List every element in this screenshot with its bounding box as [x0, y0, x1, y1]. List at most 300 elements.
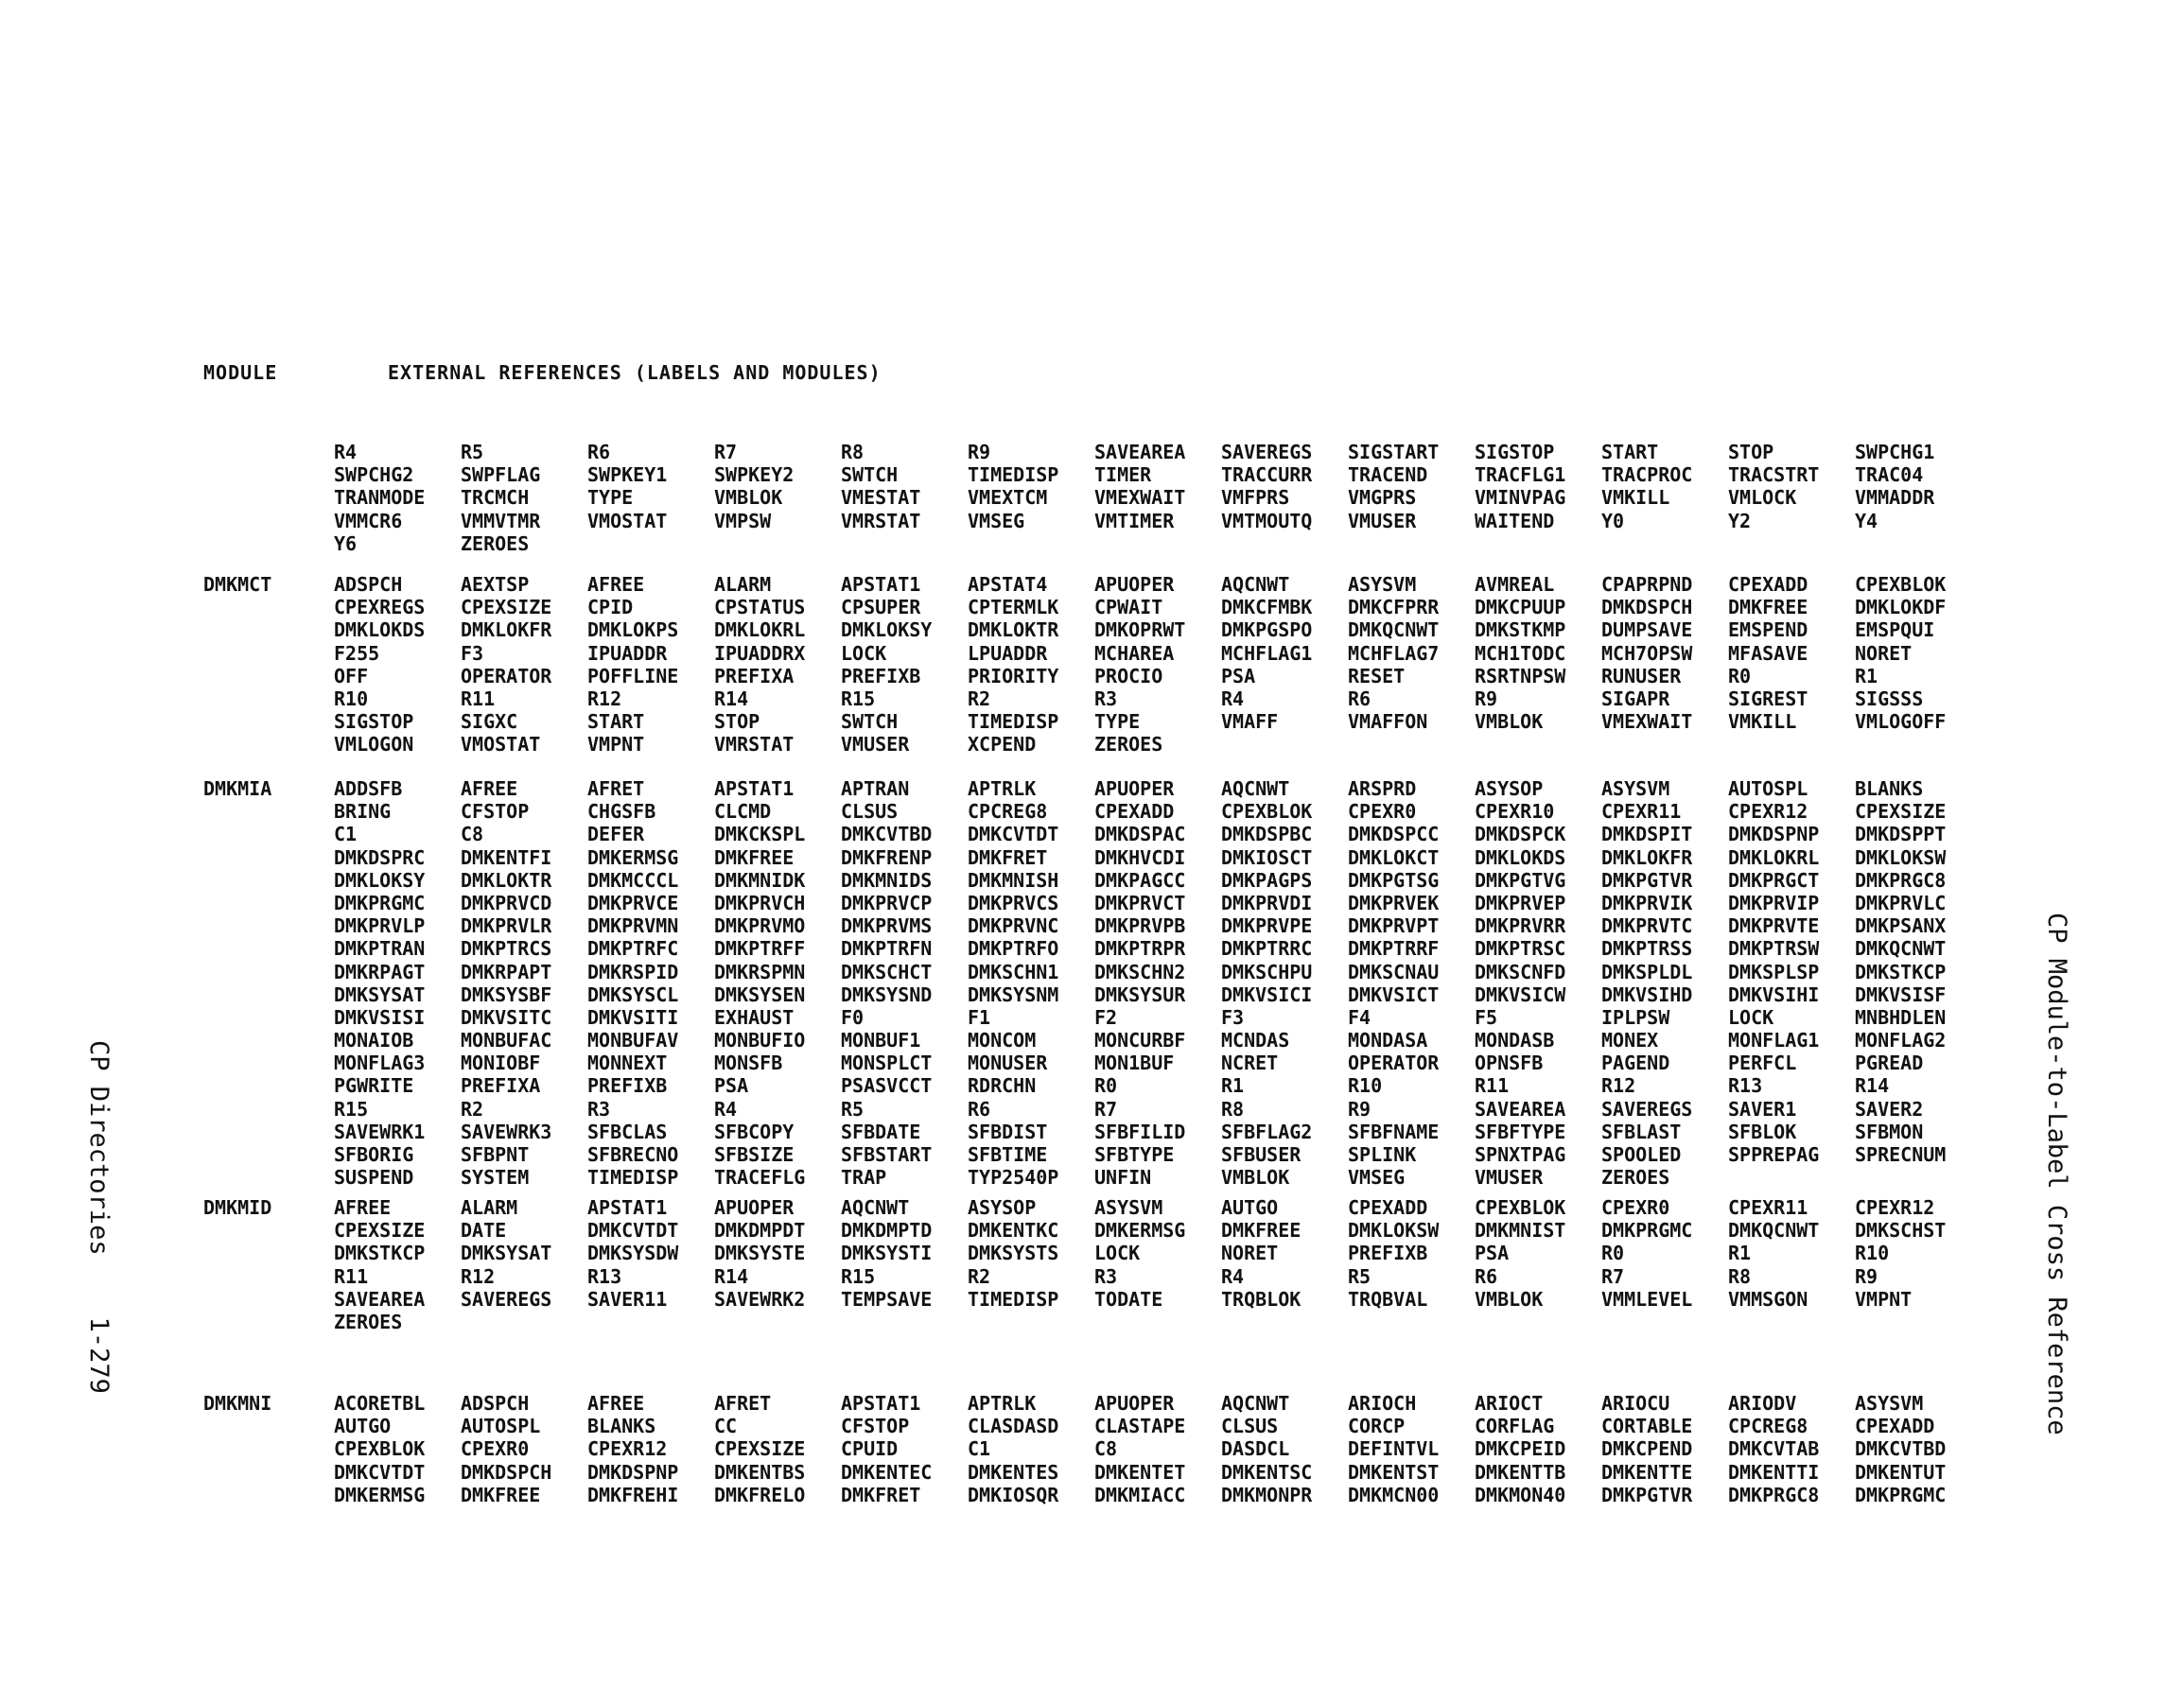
reference-label: DMKPRVMS [841, 914, 933, 938]
reference-label: R15 [841, 1264, 876, 1288]
reference-label: SWPFLAG [461, 463, 541, 487]
reference-label: VMRSTAT [714, 733, 795, 757]
reference-label: WAITEND [1475, 509, 1555, 532]
reference-label: VMEXWAIT [1601, 710, 1693, 734]
reference-label: DASDCL [1221, 1437, 1290, 1461]
reference-label: Y6 [334, 531, 358, 555]
reference-label: DMKLOKDS [334, 618, 426, 642]
reference-label: R13 [587, 1264, 622, 1288]
reference-label: R6 [587, 441, 611, 463]
reference-label: R12 [461, 1264, 496, 1288]
reference-label: SPPREPAG [1728, 1143, 1820, 1166]
reference-label: DMKPRVCH [714, 891, 806, 914]
reference-label: SWPKEY1 [587, 463, 668, 487]
reference-label: DMKPGSPO [1221, 618, 1313, 642]
reference-label: DEFER [587, 823, 645, 846]
reference-label: F3 [461, 641, 484, 665]
reference-row [334, 937, 2131, 960]
reference-label: DMKFREHI [587, 1483, 679, 1506]
reference-label: DMKFRENP [841, 845, 933, 869]
reference-label: APSTAT1 [587, 1196, 668, 1219]
reference-label: XCPEND [968, 733, 1037, 757]
reference-label: DMKLOKRL [714, 618, 806, 642]
reference-label: DMKPGTVR [1601, 1483, 1693, 1506]
reference-label: VMEXTCM [968, 486, 1048, 510]
reference-label: AFRET [714, 1392, 772, 1415]
reference-label: DMKENTET [1094, 1460, 1186, 1484]
reference-label: R11 [1475, 1074, 1510, 1098]
reference-label: DMKLOKTR [968, 618, 1059, 642]
reference-label: R4 [1221, 1264, 1245, 1288]
reference-label: CPSUPER [841, 596, 921, 619]
reference-row [334, 463, 2131, 486]
reference-label: NCRET [1221, 1052, 1279, 1075]
reference-label: DMKPRGC8 [1855, 868, 1947, 892]
reference-label: DMKSYSNM [968, 983, 1059, 1006]
reference-label: SWPKEY2 [714, 463, 795, 487]
reference-label: DMKMCN00 [1348, 1483, 1440, 1506]
reference-label: MCHAREA [1094, 641, 1175, 665]
reference-label: SFBDATE [841, 1120, 921, 1143]
reference-label: R11 [334, 1264, 369, 1288]
reference-label: SUSPEND [334, 1166, 414, 1190]
reference-label: DMKIOSCT [1221, 845, 1313, 869]
reference-label: SFBRECNO [587, 1143, 679, 1166]
reference-label: VMBLOK [1221, 1166, 1290, 1190]
reference-label: DMKSPLSP [1728, 960, 1820, 983]
reference-label: ARIOCH [1348, 1392, 1417, 1415]
reference-label: CPEXADD [1855, 1415, 1935, 1438]
reference-rows [334, 777, 2131, 1189]
reference-label: R14 [714, 687, 749, 710]
reference-label: CPSTATUS [714, 596, 806, 619]
reference-label: DMKVSICI [1221, 983, 1313, 1006]
reference-row [334, 1461, 2131, 1484]
reference-label: SIGSTART [1348, 441, 1440, 463]
reference-label: DMKPRVEP [1475, 891, 1566, 914]
reference-label: VMRSTAT [841, 509, 921, 532]
reference-label: SFBPNT [461, 1143, 530, 1166]
reference-label: APTRAN [841, 777, 910, 800]
reference-label: CPEXADD [1728, 573, 1808, 596]
reference-label: PREFIXA [714, 664, 795, 687]
reference-label: DMKOPRWT [1094, 618, 1186, 642]
reference-label: DMKENTTB [1475, 1460, 1566, 1484]
reference-row [334, 642, 2131, 665]
reference-label: RESET [1348, 664, 1406, 687]
reference-label: VMLOCK [1728, 486, 1797, 510]
reference-label: UNFIN [1094, 1166, 1152, 1190]
reference-label: VMINVPAG [1475, 486, 1566, 510]
reference-label: VMBLOK [714, 486, 783, 510]
reference-label: VMMCR6 [334, 509, 403, 532]
reference-label: VMSEG [1348, 1166, 1406, 1190]
reference-label: R8 [841, 441, 865, 463]
reference-label: CPTERMLK [968, 596, 1059, 619]
reference-label: R2 [968, 687, 991, 710]
reference-label: VMMLEVEL [1601, 1287, 1693, 1311]
reference-label: DMKPRGCT [1728, 868, 1820, 892]
reference-label: VMBLOK [1475, 1287, 1544, 1311]
reference-label: DMKIOSQR [968, 1483, 1059, 1506]
reference-label: DMKVSITI [587, 1005, 679, 1029]
reference-label: DMKCVTBD [1855, 1437, 1947, 1461]
reference-label: F2 [1094, 1005, 1118, 1029]
reference-label: SAVEAREA [334, 1287, 426, 1311]
reference-label: SFBSIZE [714, 1143, 795, 1166]
reference-label: DMKSTKCP [334, 1242, 426, 1265]
reference-label: CPID [587, 596, 634, 619]
reference-row [334, 1098, 2131, 1121]
reference-label: SAVER11 [587, 1287, 668, 1311]
reference-label: TRAP [841, 1166, 887, 1190]
reference-label: CFSTOP [461, 800, 530, 824]
reference-label: SPOOLED [1601, 1143, 1682, 1166]
reference-label: F255 [334, 641, 380, 665]
reference-label: DMKPAGPS [1221, 868, 1313, 892]
reference-label: ASYSVM [1094, 1196, 1163, 1219]
reference-label: APTRLK [968, 777, 1037, 800]
reference-label: DMKSPLDL [1601, 960, 1693, 983]
reference-label: VMGPRS [1348, 486, 1417, 510]
reference-label: EXHAUST [714, 1005, 795, 1029]
reference-label: CLASDASD [968, 1415, 1059, 1438]
reference-label: MONFLAG1 [1728, 1029, 1820, 1052]
reference-label: DMKLOKFR [1601, 845, 1693, 869]
reference-label: R2 [968, 1264, 991, 1288]
reference-label: MONFLAG3 [334, 1052, 426, 1075]
reference-row [334, 846, 2131, 869]
reference-label: SAVER1 [1728, 1097, 1797, 1121]
reference-label: PSA [714, 1074, 749, 1098]
reference-label: DMKDMPTD [841, 1219, 933, 1243]
reference-label: APSTAT1 [841, 573, 921, 596]
reference-row [334, 1265, 2131, 1288]
reference-label: EMSPEND [1728, 618, 1808, 642]
reference-label: R0 [1601, 1242, 1625, 1265]
reference-label: CPEXSIZE [1855, 800, 1947, 824]
reference-label: OPERATOR [461, 664, 552, 687]
reference-row [334, 733, 2131, 756]
reference-label: ASYSVM [1855, 1392, 1924, 1415]
reference-label: DMKCFPRR [1348, 596, 1440, 619]
reference-label: DMKFREE [1728, 596, 1808, 619]
reference-label: VMUSER [1348, 509, 1417, 532]
reference-label: DMKENTTI [1728, 1460, 1820, 1484]
reference-label: VMPSW [714, 509, 772, 532]
reference-label: R7 [1094, 1097, 1118, 1121]
reference-label: VMMADDR [1855, 486, 1935, 510]
reference-label: R15 [334, 1097, 369, 1121]
reference-label: ADDSFB [334, 777, 403, 800]
reference-label: DMKDMPDT [714, 1219, 806, 1243]
reference-rows [334, 573, 2131, 757]
reference-row [334, 1242, 2131, 1264]
reference-label: C1 [968, 1437, 991, 1461]
reference-label: PSA [1475, 1242, 1510, 1265]
reference-label: DMKLOKDS [1475, 845, 1566, 869]
reference-label: CLASTAPE [1094, 1415, 1186, 1438]
reference-label: AQCNWT [1221, 573, 1290, 596]
reference-label: R9 [1855, 1264, 1878, 1288]
reference-label: DMKLOKFR [461, 618, 552, 642]
reference-label: SWPCHG2 [334, 463, 414, 487]
reference-label: CPEXR12 [587, 1437, 668, 1461]
reference-label: VMTMOUTQ [1221, 509, 1313, 532]
reference-label: CPEXR12 [1728, 800, 1808, 824]
reference-label: ASYSVM [1348, 573, 1417, 596]
reference-label: BRING [334, 800, 392, 824]
reference-label: BLANKS [1855, 777, 1924, 800]
reference-label: VMTIMER [1094, 509, 1175, 532]
reference-label: R11 [461, 687, 496, 710]
reference-label: Y4 [1855, 509, 1878, 532]
reference-label: CORTABLE [1601, 1415, 1693, 1438]
reference-label: CFSTOP [841, 1415, 910, 1438]
reference-label: TRAC04 [1855, 463, 1924, 487]
reference-row [334, 961, 2131, 983]
reference-label: TRACFLG1 [1475, 463, 1566, 487]
reference-label: SIGXC [461, 710, 518, 734]
reference-label: DMKFREE [1221, 1219, 1302, 1243]
reference-label: DMKDSPPT [1855, 823, 1947, 846]
reference-label: DMKSCHCT [841, 960, 933, 983]
reference-label: DMKQCNWT [1728, 1219, 1820, 1243]
reference-label: DMKMNIDK [714, 868, 806, 892]
reference-label: C8 [1094, 1437, 1118, 1461]
reference-row [334, 618, 2131, 641]
reference-label: DMKSCHPU [1221, 960, 1313, 983]
reference-row [334, 510, 2131, 532]
reference-label: R15 [841, 687, 876, 710]
reference-label: DMKVSICW [1475, 983, 1566, 1006]
reference-label: DMKPRVMO [714, 914, 806, 938]
reference-label: Y2 [1728, 509, 1752, 532]
reference-label: TRCMCH [461, 486, 530, 510]
reference-label: DMKFREE [461, 1483, 541, 1506]
reference-label: EMSPQUI [1855, 618, 1935, 642]
reference-label: DMKPRGC8 [1728, 1483, 1820, 1506]
reference-label: DMKLOKDF [1855, 596, 1947, 619]
reference-label: SFBFLAG2 [1221, 1120, 1313, 1143]
reference-label: CPEXSIZE [334, 1219, 426, 1243]
reference-label: APUOPER [714, 1196, 795, 1219]
reference-label: VMLOGOFF [1855, 710, 1947, 734]
reference-label: AEXTSP [461, 573, 530, 596]
reference-label: R0 [1094, 1074, 1118, 1098]
reference-label: R12 [587, 687, 622, 710]
reference-label: DMKPTRRF [1348, 937, 1440, 961]
reference-label: SFBUSER [1221, 1143, 1302, 1166]
reference-label: APSTAT1 [841, 1392, 921, 1415]
reference-label: CORCP [1348, 1415, 1406, 1438]
reference-label: ARIOCT [1475, 1392, 1544, 1415]
reference-label: DMKRSPID [587, 960, 679, 983]
reference-label: VMEXWAIT [1094, 486, 1186, 510]
reference-label: DMKMNISH [968, 868, 1059, 892]
reference-label: APUOPER [1094, 777, 1175, 800]
reference-label: C8 [461, 823, 484, 846]
reference-label: VMPNT [1855, 1287, 1913, 1311]
reference-label: OPNSFB [1475, 1052, 1544, 1075]
reference-label: BLANKS [587, 1415, 656, 1438]
reference-label: DMKDSPNP [587, 1460, 679, 1484]
reference-label: DMKFREE [714, 845, 795, 869]
reference-label: SPNXTPAG [1475, 1143, 1566, 1166]
reference-label: DMKVSIHD [1601, 983, 1693, 1006]
reference-label: R4 [714, 1097, 738, 1121]
reference-row [334, 1029, 2131, 1052]
reference-label: R1 [1855, 664, 1878, 687]
reference-label: CPEXBLOK [1221, 800, 1313, 824]
reference-label: Y0 [1601, 509, 1625, 532]
reference-label: DMKPTRSW [1728, 937, 1820, 961]
reference-label: SFBLAST [1601, 1120, 1682, 1143]
reference-label: DMKSYSCL [587, 983, 679, 1006]
reference-label: CPCREG8 [1728, 1415, 1808, 1438]
reference-label: SAVEREGS [1221, 441, 1313, 463]
side-caption-right: CP Module-to-Label Cross Reference [2042, 913, 2071, 1435]
reference-row [334, 1415, 2131, 1437]
reference-label: MCNDAS [1221, 1029, 1290, 1052]
reference-label: DMKCVTDT [334, 1460, 426, 1484]
reference-row [334, 687, 2131, 710]
reference-label: MONEX [1601, 1029, 1659, 1052]
reference-label: DMKSYSAT [461, 1242, 552, 1265]
reference-label: R2 [461, 1097, 484, 1121]
reference-label: SFBMON [1855, 1120, 1924, 1143]
reference-label: POFFLINE [587, 664, 679, 687]
reference-label: DMKENTSC [1221, 1460, 1313, 1484]
reference-label: TRQBLOK [1221, 1287, 1302, 1311]
reference-label: STOP [1728, 441, 1774, 463]
reference-label: DMKDSPBC [1221, 823, 1313, 846]
reference-label: DATE [461, 1219, 507, 1243]
reference-label: APSTAT1 [714, 777, 795, 800]
reference-label: LPUADDR [968, 641, 1048, 665]
reference-label: DMKPAGCC [1094, 868, 1186, 892]
reference-label: DMKPRVCE [587, 891, 679, 914]
reference-label: SIGSTOP [1475, 441, 1555, 463]
reference-label: SPLINK [1348, 1143, 1417, 1166]
reference-label: DMKERMSG [1094, 1219, 1186, 1243]
reference-label: AFREE [587, 573, 645, 596]
reference-label: R9 [968, 441, 991, 463]
reference-label: SFBFNAME [1348, 1120, 1440, 1143]
reference-label: ZEROES [1094, 733, 1163, 757]
reference-label: MONSPLCT [841, 1052, 933, 1075]
reference-label: DMKDSPCH [1601, 596, 1693, 619]
reference-label: CPEXR10 [1475, 800, 1555, 824]
reference-label: AVMREAL [1475, 573, 1555, 596]
reference-label: TRANMODE [334, 486, 426, 510]
reference-label: DMKPGTVG [1475, 868, 1566, 892]
reference-label: F0 [841, 1005, 865, 1029]
reference-label: DMKVSIHI [1728, 983, 1820, 1006]
reference-label: R14 [714, 1264, 749, 1288]
reference-label: DMKFRET [841, 1483, 921, 1506]
reference-label: ALARM [714, 573, 772, 596]
reference-label: DMKPRVCS [968, 891, 1059, 914]
reference-label: CPEXSIZE [714, 1437, 806, 1461]
reference-label: CPEXR11 [1728, 1196, 1808, 1219]
reference-label: MCHFLAG7 [1348, 641, 1440, 665]
reference-label: DMKSYSBF [461, 983, 552, 1006]
reference-label: AUTOSPL [461, 1415, 541, 1438]
reference-label: F1 [968, 1005, 991, 1029]
reference-label: DMKMCCCL [587, 868, 679, 892]
reference-label: SAVEREGS [461, 1287, 552, 1311]
reference-label: VMKILL [1601, 486, 1670, 510]
reference-label: MONIOBF [461, 1052, 541, 1075]
reference-label: VMFPRS [1221, 486, 1290, 510]
reference-label: DMKPTRFO [968, 937, 1059, 961]
reference-label: R1 [1221, 1074, 1245, 1098]
reference-label: DMKLOKSW [1348, 1219, 1440, 1243]
reference-label: DMKPTRSS [1601, 937, 1693, 961]
reference-label: LOCK [1728, 1005, 1774, 1029]
reference-label: SFBCLAS [587, 1120, 668, 1143]
reference-label: APUOPER [1094, 1392, 1175, 1415]
reference-label: SFBDIST [968, 1120, 1048, 1143]
module-name: DMKMID [203, 1196, 272, 1219]
reference-label: SWPCHG1 [1855, 441, 1935, 463]
reference-label: R10 [334, 687, 369, 710]
reference-row [334, 1437, 2131, 1460]
external-references-header: EXTERNAL REFERENCES (LABELS AND MODULES) [388, 361, 882, 384]
reference-label: TIMEDISP [968, 710, 1059, 734]
reference-label: DMKSCNFD [1475, 960, 1566, 983]
reference-label: IPUADDR [587, 641, 668, 665]
reference-label: DMKPTRRC [1221, 937, 1313, 961]
reference-label: DMKCVTBD [841, 823, 933, 846]
reference-row [334, 1392, 2131, 1415]
reference-label: DMKSTKMP [1475, 618, 1566, 642]
reference-label: CHGSFB [587, 800, 656, 824]
reference-label: DMKPRVRR [1475, 914, 1566, 938]
reference-label: SFBCOPY [714, 1120, 795, 1143]
reference-label: VMSEG [968, 509, 1025, 532]
reference-label: MONUSER [968, 1052, 1048, 1075]
reference-label: ARIOCU [1601, 1392, 1670, 1415]
reference-label: TYPE [1094, 710, 1141, 734]
reference-label: DMKMNIST [1475, 1219, 1566, 1243]
reference-label: VMUSER [1475, 1166, 1544, 1190]
reference-label: IPLPSW [1601, 1005, 1670, 1029]
reference-label: SIGSTOP [334, 710, 414, 734]
reference-label: MNBHDLEN [1855, 1005, 1947, 1029]
reference-label: CPEXR12 [1855, 1196, 1935, 1219]
reference-label: DMKENTKC [968, 1219, 1059, 1243]
reference-label: DUMPSAVE [1601, 618, 1693, 642]
reference-label: PREFIXA [461, 1074, 541, 1098]
reference-label: DMKPRVTC [1601, 914, 1693, 938]
reference-label: TRACCURR [1221, 463, 1313, 487]
reference-label: SFBLOK [1728, 1120, 1797, 1143]
reference-label: TRACEFLG [714, 1166, 806, 1190]
reference-row [334, 441, 2131, 463]
reference-label: SIGSSS [1855, 687, 1924, 710]
reference-row [334, 1166, 2131, 1189]
reference-label: R7 [714, 441, 738, 463]
reference-label: DMKCPEID [1475, 1437, 1566, 1461]
reference-row [334, 596, 2131, 618]
reference-label: TRACEND [1348, 463, 1428, 487]
reference-label: DMKQCNWT [1348, 618, 1440, 642]
reference-label: AUTGO [1221, 1196, 1279, 1219]
reference-label: R6 [1475, 1264, 1498, 1288]
reference-label: DMKPRGMC [334, 891, 426, 914]
